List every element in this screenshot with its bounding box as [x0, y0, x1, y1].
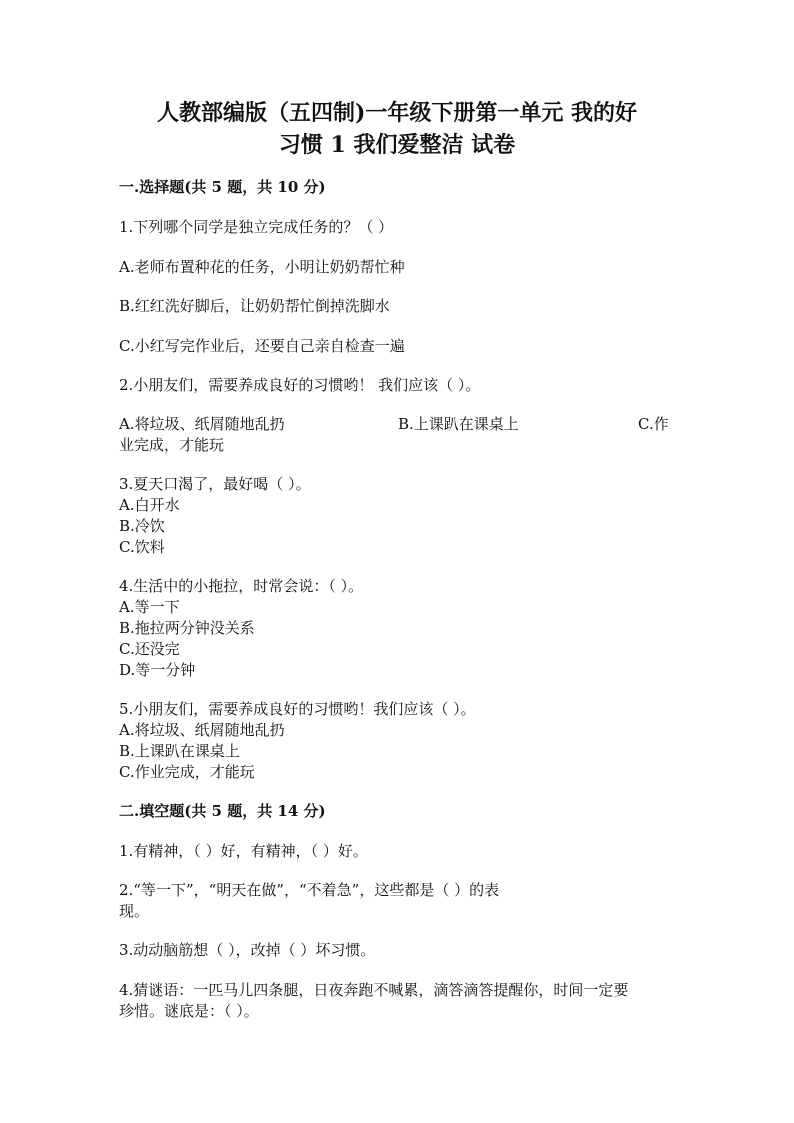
fill-question-3: 3.动动脑筋想（ ），改掉（ ）坏习惯。 — [119, 941, 376, 959]
fill-question-4-line-2: 珍惜。谜底是：（ ）。 — [119, 1002, 259, 1020]
exam-title-line-2: 习惯 1 我们爱整洁 试卷 — [278, 132, 516, 158]
question-3-option-a: A.白开水 — [119, 496, 180, 514]
exam-title-line-1: 人教部编版（五四制)一年级下册第一单元 我的好 — [156, 100, 638, 126]
question-1-option-a: A.老师布置种花的任务，小明让奶奶帮忙种 — [119, 258, 405, 276]
question-2-option-a: A.将垃圾、纸屑随地乱扔 — [119, 415, 285, 433]
question-2-option-b: B.上课趴在课桌上 — [398, 415, 519, 433]
question-4-option-b: B.拖拉两分钟没关系 — [119, 619, 255, 637]
fill-question-4-line-1: 4.猜谜语：一匹马儿四条腿，日夜奔跑不喊累，滴答滴答提醒你，时间一定要 — [119, 981, 629, 999]
question-4-stem: 4.生活中的小拖拉，时常会说：（ ）。 — [119, 577, 364, 595]
section-heading-choice: 一.选择题(共 5 题，共 10 分) — [119, 178, 326, 196]
question-4-option-c: C.还没完 — [119, 640, 180, 658]
question-5-option-b: B.上课趴在课桌上 — [119, 742, 240, 760]
question-3-option-b: B.冷饮 — [119, 517, 165, 535]
section-heading-fill: 二.填空题(共 5 题，共 14 分) — [119, 802, 326, 820]
fill-question-1: 1.有精神，（ ）好，有精神，（ ）好。 — [119, 842, 368, 860]
question-2-option-c-end: 业完成，才能玩 — [119, 436, 225, 454]
question-4-option-a: A.等一下 — [119, 598, 180, 616]
fill-question-2-line-2: 现。 — [119, 902, 150, 920]
question-2-stem: 2.小朋友们，需要养成良好的习惯哟！ 我们应该（ ）。 — [119, 376, 481, 394]
question-5-stem: 5.小朋友们，需要养成良好的习惯哟！我们应该（ ）。 — [119, 700, 476, 718]
question-5-option-c: C.作业完成，才能玩 — [119, 763, 255, 781]
question-1-option-b: B.红红洗好脚后，让奶奶帮忙倒掉洗脚水 — [119, 297, 390, 315]
question-4-option-d: D.等一分钟 — [119, 661, 196, 679]
fill-question-2-line-1: 2.“等一下”，“明天在做”，“不着急”，这些都是（ ）的表 — [119, 881, 500, 899]
question-5-option-a: A.将垃圾、纸屑随地乱扔 — [119, 721, 285, 739]
question-1-stem: 1.下列哪个同学是独立完成任务的？（ ） — [119, 218, 394, 236]
question-3-option-c: C.饮料 — [119, 538, 165, 556]
question-2-option-c-start: C.作 — [638, 415, 669, 433]
question-3-stem: 3.夏天口渴了，最好喝（ ）。 — [119, 475, 311, 493]
question-1-option-c: C.小红写完作业后，还要自己亲自检查一遍 — [119, 337, 405, 355]
